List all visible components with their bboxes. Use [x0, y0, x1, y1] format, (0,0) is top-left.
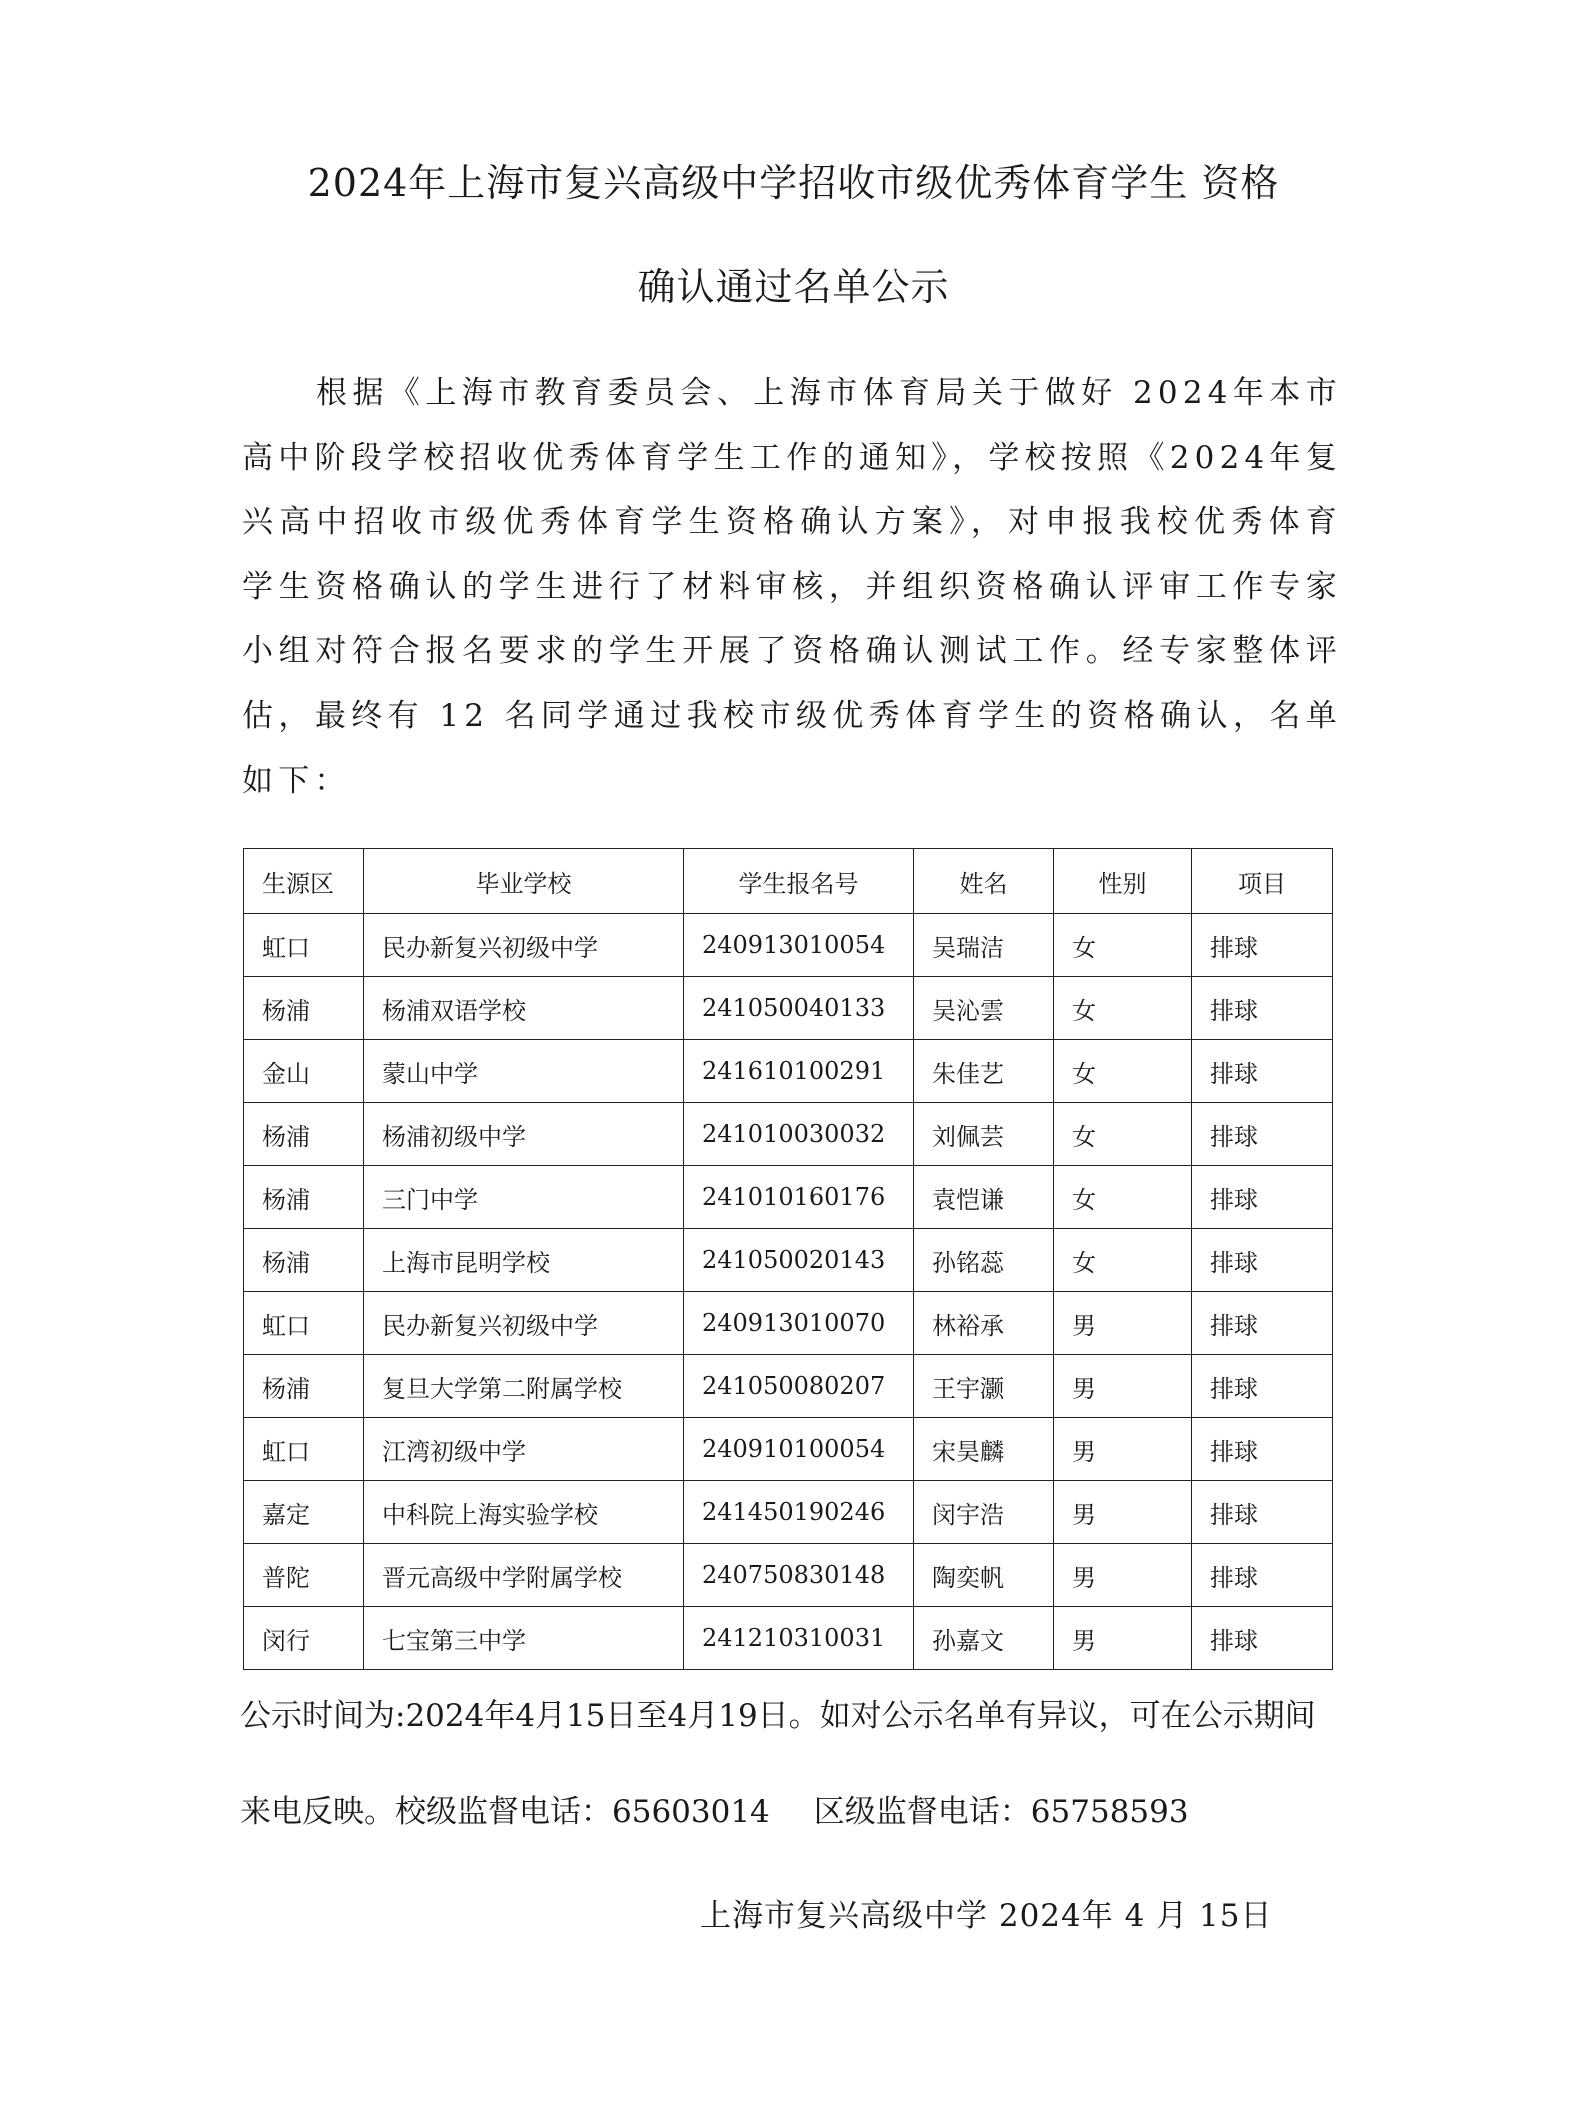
table-cell: 虹口 [244, 1418, 364, 1481]
table-row [244, 1040, 1333, 1103]
table-cell: 宋昊麟 [914, 1418, 1054, 1481]
table-cell: 孙嘉文 [914, 1607, 1054, 1670]
table-cell: 杨浦 [244, 977, 364, 1040]
table-cell: 排球 [1192, 1355, 1333, 1418]
table-row [244, 1544, 1333, 1607]
table-cell: 240750830148 [684, 1544, 914, 1607]
table-row [244, 1481, 1333, 1544]
table-cell: 排球 [1192, 1418, 1333, 1481]
table-row [244, 1103, 1333, 1166]
header-cell: 项目 [1192, 849, 1333, 914]
table-cell: 排球 [1192, 1040, 1333, 1103]
table-cell: 江湾初级中学 [364, 1418, 684, 1481]
table-cell: 女 [1054, 977, 1192, 1040]
table-cell: 男 [1054, 1418, 1192, 1481]
table-cell: 民办新复兴初级中学 [364, 1292, 684, 1355]
signature-line: 上海市复兴高级中学 2024年 4 月 15日 [700, 1898, 1273, 1934]
table-cell: 排球 [1192, 1481, 1333, 1544]
body-paragraph: 根据《上海市教育委员会、上海市体育局关于做好 2024年本市高中阶段学校招收优秀体育学生工作的通知》，学校按照《2024年复兴高中招收市级优秀体育学生资格确认方案》，对申报我校优秀体育学生资格确认的学生进行了材料审核，并组织资格确认评审工作专家小组对符合报名要求的学生开展了资格确认测试工作。经专家整体评估，最终有 12 名同学通过我校市级优秀体育学生的资格确认，名单如下： [242, 375, 1342, 799]
header-cell: 学生报名号 [684, 849, 914, 914]
table-cell: 嘉定 [244, 1481, 364, 1544]
table-cell: 241010030032 [684, 1103, 914, 1166]
table-cell: 杨浦初级中学 [364, 1103, 684, 1166]
header-cell: 毕业学校 [364, 849, 684, 914]
table-row [244, 1166, 1333, 1229]
table-cell: 女 [1054, 1103, 1192, 1166]
table-cell: 吴沁雲 [914, 977, 1054, 1040]
table-cell: 240910100054 [684, 1418, 914, 1481]
document-title-line-2: 确认通过名单公示 [637, 265, 950, 309]
table-cell: 虹口 [244, 914, 364, 977]
table-cell: 排球 [1192, 1103, 1333, 1166]
table-cell: 排球 [1192, 1544, 1333, 1607]
table-cell: 241050040133 [684, 977, 914, 1040]
notice-line-1: 公示时间为:2024年4月15日至4月19日。如对公示名单有异议，可在公示期间 [240, 1698, 1316, 1734]
table-cell: 241450190246 [684, 1481, 914, 1544]
table-cell: 林裕承 [914, 1292, 1054, 1355]
district-hotline: 区级监督电话：65758593 [813, 1794, 1189, 1830]
table-cell: 女 [1054, 914, 1192, 977]
table-cell: 女 [1054, 1166, 1192, 1229]
school-hotline: 来电反映。校级监督电话：65603014 [240, 1794, 770, 1830]
notice-line-2 [240, 1786, 1350, 1831]
table-row [244, 1607, 1333, 1670]
student-list-table [243, 848, 1333, 1670]
table-cell: 排球 [1192, 1292, 1333, 1355]
table-cell: 男 [1054, 1355, 1192, 1418]
table-cell: 袁恺谦 [914, 1166, 1054, 1229]
table-cell: 男 [1054, 1607, 1192, 1670]
table-cell: 排球 [1192, 1607, 1333, 1670]
table-cell: 七宝第三中学 [364, 1607, 684, 1670]
table-row [244, 1355, 1333, 1418]
table-cell: 男 [1054, 1481, 1192, 1544]
table-cell: 陶奕帆 [914, 1544, 1054, 1607]
table-cell: 杨浦 [244, 1103, 364, 1166]
table-row [244, 1418, 1333, 1481]
table-cell: 男 [1054, 1544, 1192, 1607]
table-cell: 241010160176 [684, 1166, 914, 1229]
table-cell: 241050020143 [684, 1229, 914, 1292]
table-cell: 排球 [1192, 977, 1333, 1040]
table-cell: 金山 [244, 1040, 364, 1103]
table-cell: 女 [1054, 1229, 1192, 1292]
table-cell: 241210310031 [684, 1607, 914, 1670]
table-cell: 中科院上海实验学校 [364, 1481, 684, 1544]
table-cell: 三门中学 [364, 1166, 684, 1229]
table-cell: 王宇灏 [914, 1355, 1054, 1418]
table-row [244, 977, 1333, 1040]
table-cell: 吴瑞洁 [914, 914, 1054, 977]
header-cell: 性别 [1054, 849, 1192, 914]
header-cell: 姓名 [914, 849, 1054, 914]
table-cell: 240913010054 [684, 914, 914, 977]
table-cell: 刘佩芸 [914, 1103, 1054, 1166]
table-row [244, 1229, 1333, 1292]
table-cell: 蒙山中学 [364, 1040, 684, 1103]
table-cell: 杨浦双语学校 [364, 977, 684, 1040]
table-cell: 闵宇浩 [914, 1481, 1054, 1544]
table-cell: 男 [1054, 1292, 1192, 1355]
table-row [244, 1292, 1333, 1355]
table-cell: 闵行 [244, 1607, 364, 1670]
header-cell: 生源区 [244, 849, 364, 914]
table-cell: 复旦大学第二附属学校 [364, 1355, 684, 1418]
table-cell: 240913010070 [684, 1292, 914, 1355]
table-header-row [244, 849, 1333, 914]
table-cell: 民办新复兴初级中学 [364, 914, 684, 977]
table-cell: 杨浦 [244, 1229, 364, 1292]
table-cell: 女 [1054, 1040, 1192, 1103]
table-cell: 排球 [1192, 1166, 1333, 1229]
table-cell: 241610100291 [684, 1040, 914, 1103]
table-cell: 杨浦 [244, 1355, 364, 1418]
table-cell: 普陀 [244, 1544, 364, 1607]
table-cell: 排球 [1192, 1229, 1333, 1292]
table-row [244, 914, 1333, 977]
table-cell: 排球 [1192, 914, 1333, 977]
table-cell: 朱佳艺 [914, 1040, 1054, 1103]
table-cell: 241050080207 [684, 1355, 914, 1418]
document-title-line-1: 2024年上海市复兴高级中学招收市级优秀体育学生 资格 [307, 161, 1280, 205]
table-cell: 虹口 [244, 1292, 364, 1355]
table-cell: 孙铭蕊 [914, 1229, 1054, 1292]
table-cell: 上海市昆明学校 [364, 1229, 684, 1292]
table-cell: 杨浦 [244, 1166, 364, 1229]
table-cell: 晋元高级中学附属学校 [364, 1544, 684, 1607]
